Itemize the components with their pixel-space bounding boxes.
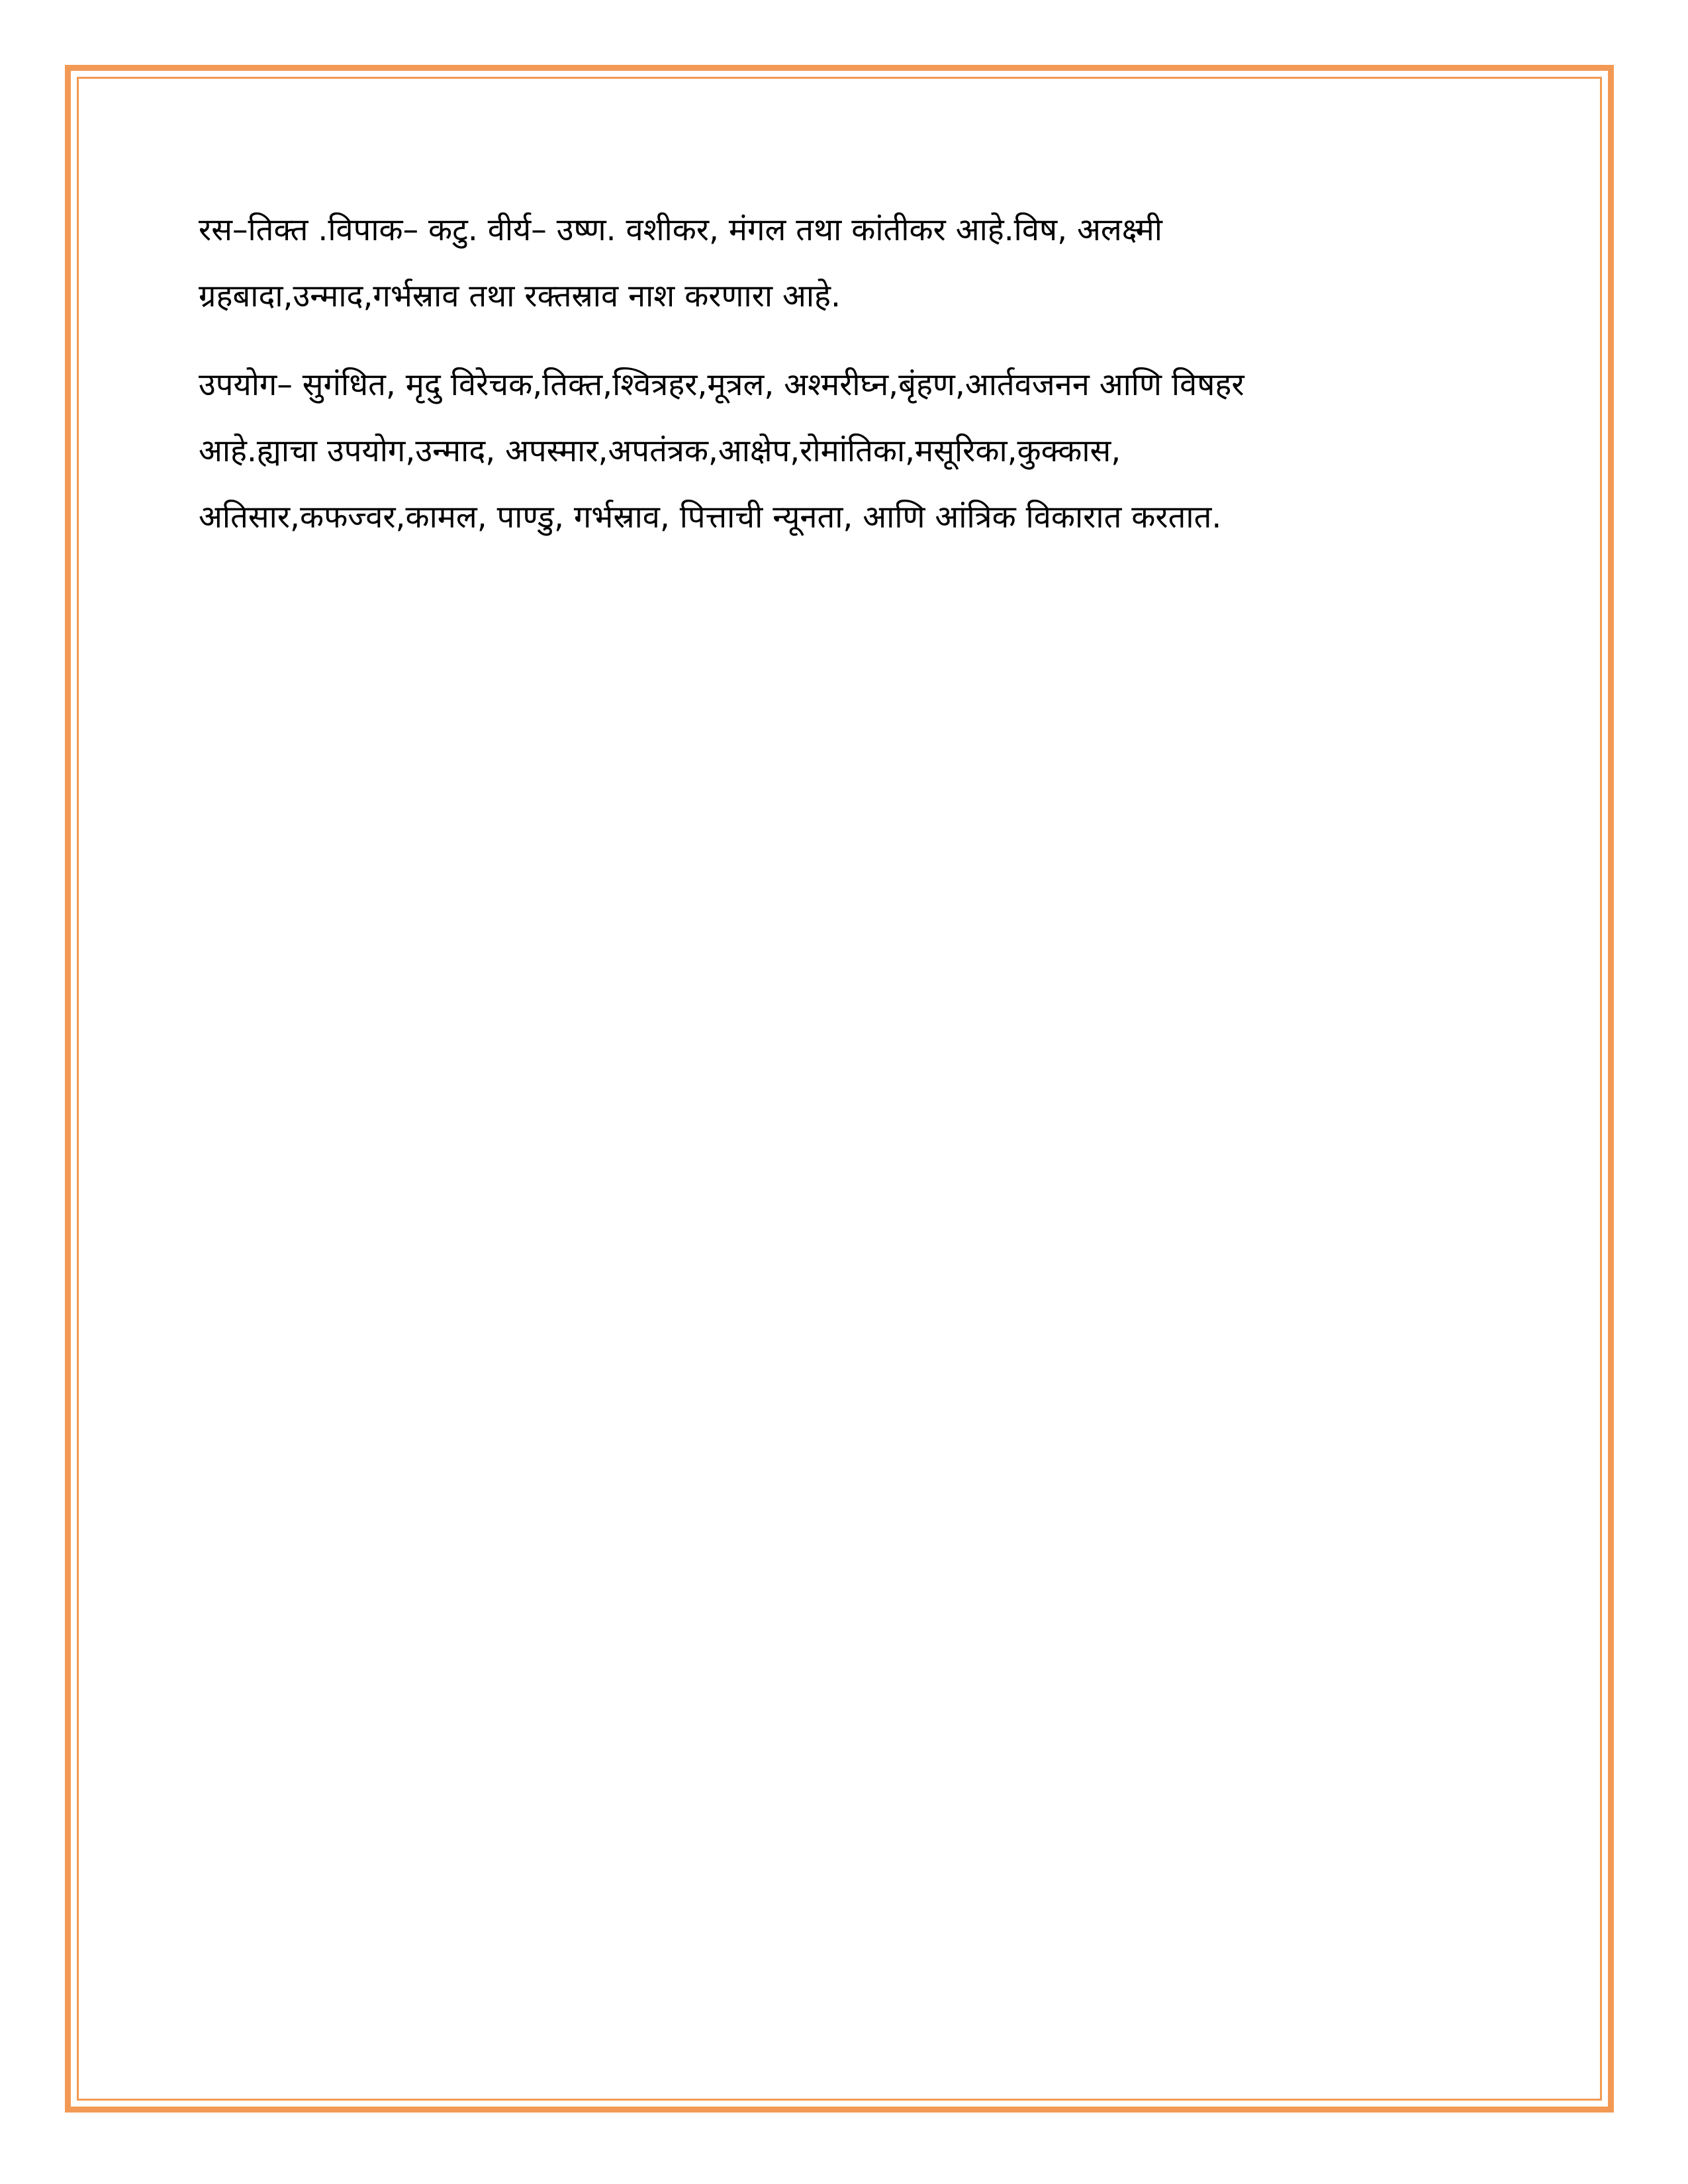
text-line: अतिसार,कफज्वर,कामल, पाण्डु, गर्भस्राव, पित्ताची न्यूनता, आणि आंत्रिक विकारात करतात. [199, 499, 1222, 535]
text-line: उपयोग– सुगंधित, मृदु विरेचक,तिक्त,श्वित्रहर,मूत्रल, अश्मरीघ्न,बृंहण,आर्तवजनन आणि विषहर [199, 367, 1244, 403]
text-line: ग्रहबादा,उन्माद,गर्भस्राव तथा रक्तस्राव नाश करणारा आहे. [199, 278, 841, 314]
text-line: आहे.ह्याचा उपयोग,उन्माद, अपस्मार,अपतंत्रक,आक्षेप,रोमांतिका,मसूरिका,कुक्कास, [199, 433, 1121, 469]
paragraph-properties [199, 197, 1489, 330]
paragraph-uses [199, 352, 1489, 551]
text-line: रस–तिक्त .विपाक– कटु. वीर्य– उष्ण. वशीकर, मंगल तथा कांतीकर आहे.विष, अलक्ष्मी [199, 212, 1162, 248]
document-body [199, 197, 1489, 551]
